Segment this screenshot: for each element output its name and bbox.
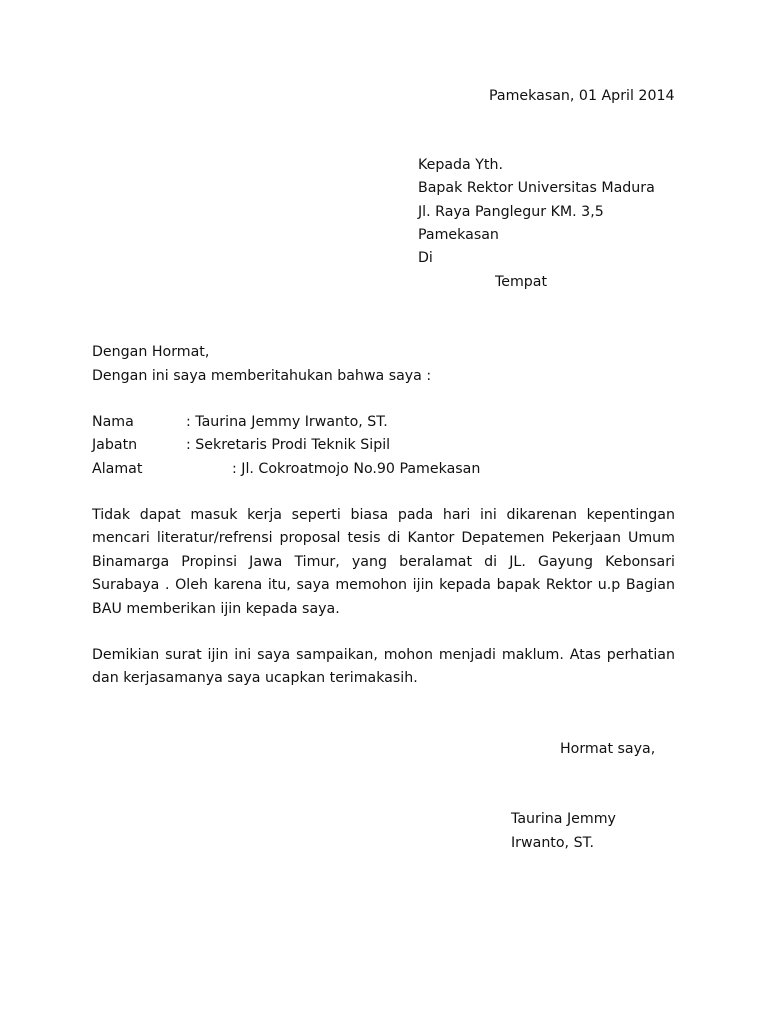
recipient-street: Jl. Raya Panglegur KM. 3,5 [418,204,604,220]
recipient-city: Pamekasan [418,227,499,243]
signature-name-line1: Taurina Jemmy [511,811,616,827]
name-value: : Taurina Jemmy Irwanto, ST. [186,414,388,430]
place-date: Pamekasan, 01 April 2014 [489,88,675,104]
recipient-tempat: Tempat [495,274,548,290]
recipient-name: Bapak Rektor Universitas Madura [418,180,655,196]
position-value: : Sekretaris Prodi Teknik Sipil [186,437,391,453]
recipient-di: Di [418,250,433,266]
address-label: Alamat [92,461,143,477]
closing: Hormat saya, [560,741,656,757]
address-value: : Jl. Cokroatmojo No.90 Pamekasan [232,461,481,477]
recipient-greeting: Kepada Yth. [418,157,503,173]
signature-name-line2: Irwanto, ST. [511,835,595,851]
body-paragraph-1: Tidak dapat masuk kerja seperti biasa pada hari ini dikarenan kepentingan mencari literatur/refrensi proposal tesis di Kantor Depatemen Pekerjaan Umum Binamarga Propinsi Jawa Timur, yang beralamat di JL. Gayung Kebonsari Surabaya . Oleh karena itu, saya memohon ijin kepada bapak Rektor u.p Bagian BAU memberikan ijin kepada saya. [92,507,675,617]
position-label: Jabatn [92,437,138,453]
body-paragraph-2: Demikian surat ijin ini saya sampaikan, mohon menjadi maklum. Atas perhatian dan kerjasamanya saya ucapkan terimakasih. [92,647,675,687]
name-label: Nama [92,414,134,430]
salutation: Dengan Hormat, [92,344,210,360]
intro-text: Dengan ini saya memberitahukan bahwa saya : [92,368,432,384]
